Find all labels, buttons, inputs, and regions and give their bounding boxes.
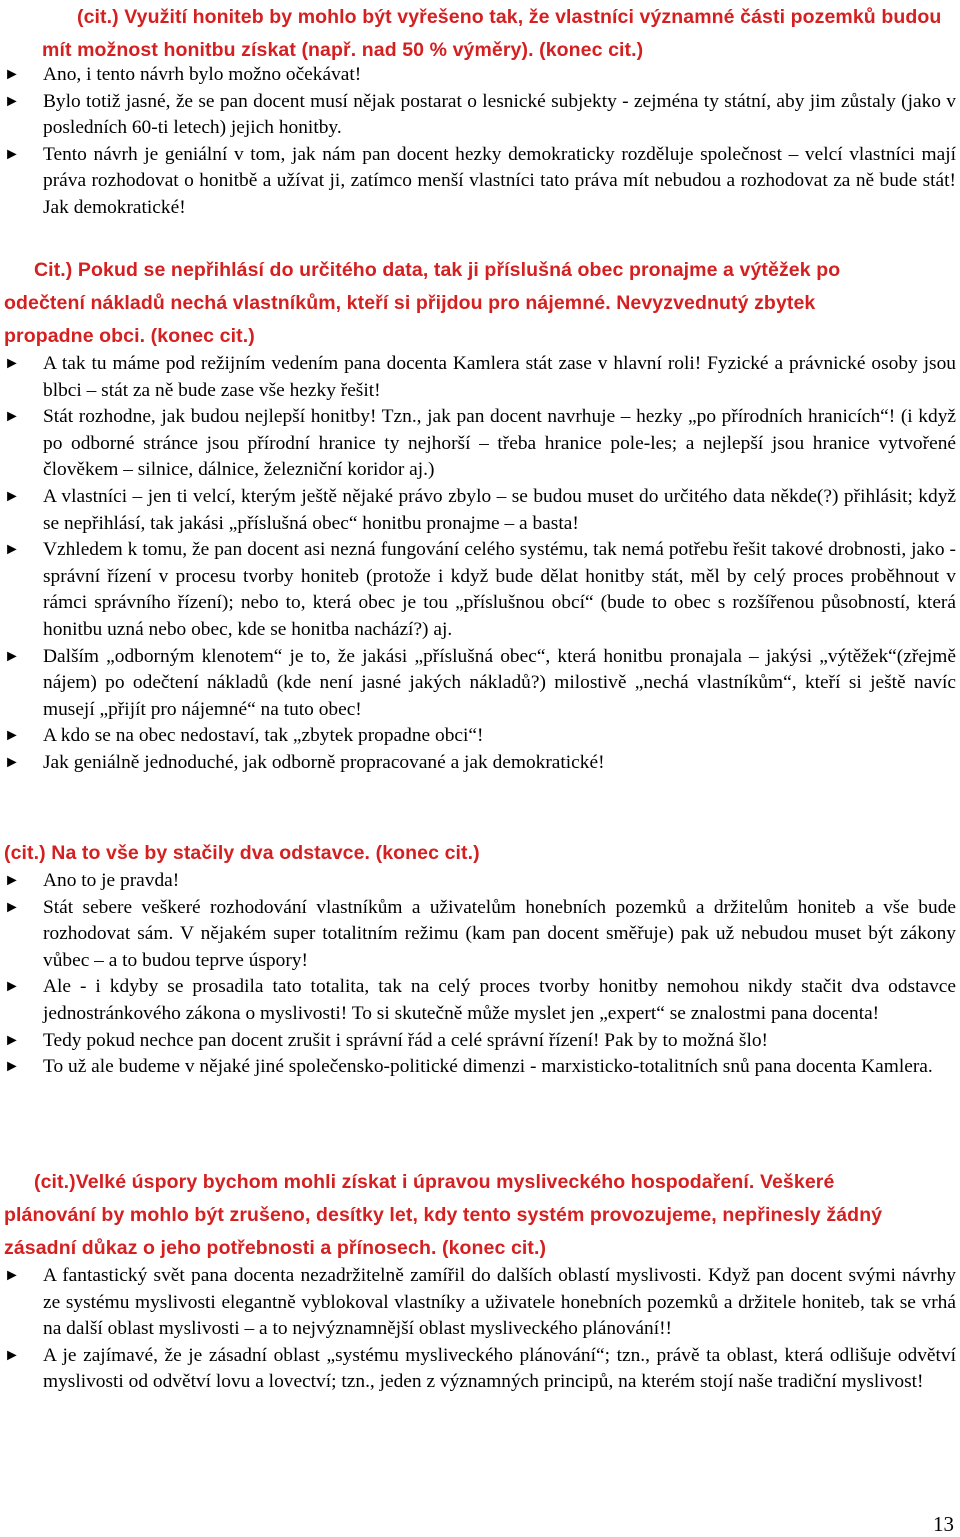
list-item-text: A tak tu máme pod režijním vedením pana docenta Kamlera stát zase v hlavní roli! Fyzické a právnické osoby jsou blbci – stát za ně bude zase vše hezky řešit! (43, 353, 956, 401)
quote-line: mít možnost honitbu získat (např. nad 50 % výměry). (konec cit.) (42, 39, 644, 61)
list-item-text: Tento návrh je geniální v tom, jak nám pan docent hezky demokraticky rozděluje společnost – velcí vlastníci mají práva rozhodovat o honitbě a užívat ji, zatímco menší vlastníci tato práva mít nebudou a rozhodovat za ně bude stát! Jak demokratické! (43, 143, 956, 218)
triangle-bullet-icon: ► (4, 145, 20, 163)
list-item (4, 484, 956, 537)
list-item (4, 868, 956, 895)
list-item (4, 974, 956, 1027)
list-item (4, 89, 956, 142)
triangle-bullet-icon: ► (4, 1031, 20, 1049)
triangle-bullet-icon: ► (4, 408, 20, 426)
list-item-text: Stát sebere veškeré rozhodování vlastníkům a uživatelům honebních pozemků a držitelům honiteb a vše bude rozhodovat sám. V nějakém super totalitním režimu (kam pan docent směřuje) pak už nebudou muset být zákony vůbec – a to budou teprve úspory! (43, 896, 956, 971)
list-item-text: A fantastický svět pana docenta nezadržitelně zamířil do dalších oblastí myslivosti. Když pan docent svými návrhy ze systému myslivosti elegantně vyblokoval vlastníky a uživatele honebních pozemků a držitele honiteb, tak se vrhá na další oblast myslivosti – a to nejvýznamnější oblast mysliveckého plánování!! (43, 1265, 956, 1340)
quote-block-3 (4, 837, 956, 870)
triangle-bullet-icon: ► (4, 487, 20, 505)
comment-list-3 (4, 868, 956, 1081)
comment-list-1 (4, 62, 956, 222)
quote-line: (cit.) Využití honiteb by mohlo být vyřešeno tak, že vlastníci významné části pozemků budou (77, 6, 942, 28)
list-item-text: Bylo totiž jasné, že se pan docent musí nějak postarat o lesnické subjekty - zejména ty státní, aby jim zůstaly (jako v posledních 60-ti letech) jejich honitby. (43, 90, 956, 139)
list-item-text: A kdo se na obec nedostaví, tak „zbytek propadne obci“! (43, 725, 484, 747)
list-item-text: Dalším „odborným klenotem“ je to, že jakási „příslušná obec“, která honitbu pronajala – jakýsi „výtěžek“(zřejmě nájem) po odečtení nákladů (kde není jasné jakých nákladů?) milostivě „nechá vlastníkům“, kteří si ještě navíc musejí „přijít pro nájemné“ na tuto obec! (43, 645, 956, 720)
list-item (4, 750, 956, 777)
list-item-text: Stát rozhodne, jak budou nejlepší honitby! Tzn., jak pan docent navrhuje – hezky „po přírodních hranicích“! (i když po odborné stránce jsou přírodní hranice ty nejhorší – třeba hranice pole-les; a nejlepší jsou hranice vytvořené člověkem – silnice, dálnice, železniční koridor aj.) (43, 406, 956, 481)
list-item (4, 1054, 956, 1081)
quote-line: (cit.) Na to vše by stačily dva odstavce. (konec cit.) (4, 842, 480, 864)
quote-line: Cit.) Pokud se nepřihlásí do určitého data, tak ji příslušná obec pronajme a výtěžek po (34, 259, 841, 281)
triangle-bullet-icon: ► (4, 872, 20, 889)
triangle-bullet-icon: ► (4, 1058, 20, 1076)
list-item-text: Ano to je pravda! (43, 870, 180, 891)
comment-list-2 (4, 351, 956, 777)
list-item (4, 62, 956, 89)
list-item-text: A je zajímavé, že je zásadní oblast „systému mysliveckého plánování“; tzn., právě ta oblast, která odlišuje odvětví myslivosti od odvětví lovu a lovectví; tzn., jeden z významných principů, na kterém stojí naše tradiční myslivost! (43, 1344, 956, 1393)
triangle-bullet-icon: ► (4, 898, 20, 916)
triangle-bullet-icon: ► (4, 92, 20, 110)
triangle-bullet-icon: ► (4, 647, 20, 665)
triangle-bullet-icon: ► (4, 1267, 20, 1284)
list-item-text: A vlastníci – jen ti velcí, kterým ještě nějaké právo zbylo – se budou muset do určitého data někde(?) přihlásit; když se nepřihlásí, tak jakási „příslušná obec“ honitbu pronajme – a basta! (43, 485, 956, 534)
list-item-text: To už ale budeme v nějaké jiné společensko-politické dimenzi - marxisticko-totalitních snů pana docenta Kamlera. (43, 1056, 933, 1078)
quote-line: odečtení nákladů nechá vlastníkům, kteří si přijdou pro nájemné. Nevyzvednutý zbytek (4, 292, 816, 314)
list-item (4, 644, 956, 724)
list-item-text: Tedy pokud nechce pan docent zrušit i správní řád a celé správní řízení! Pak by to možná šlo! (43, 1029, 769, 1051)
triangle-bullet-icon: ► (4, 355, 20, 372)
list-item (4, 1028, 956, 1055)
quote-line: plánování by mohlo být zrušeno, desítky let, kdy tento systém provozujeme, nepřinesly žádný (4, 1204, 883, 1226)
list-item (4, 142, 956, 222)
quote-line: zásadní důkaz o jeho potřebnosti a přínosech. (konec cit.) (4, 1237, 547, 1259)
quote-block-4 (4, 1166, 956, 1265)
triangle-bullet-icon: ► (4, 753, 20, 771)
list-item (4, 404, 956, 484)
page-number: 13 (933, 1512, 954, 1536)
list-item (4, 537, 956, 643)
quote-block-1 (4, 1, 956, 67)
list-item-text: Ano, i tento návrh bylo možno očekávat! (43, 64, 362, 85)
triangle-bullet-icon: ► (4, 978, 20, 996)
list-item (4, 895, 956, 975)
triangle-bullet-icon: ► (4, 1346, 20, 1364)
triangle-bullet-icon: ► (4, 541, 20, 559)
list-item-text: Ale - i kdyby se prosadila tato totalita, tak na celý proces tvorby honitby nemohou nikdy stačit dva odstavce jednostránkového zákona o myslivosti! To si skutečně může myslet jen „expert“ se znalostmi pana docenta! (43, 976, 956, 1024)
quote-line: propadne obci. (konec cit.) (4, 325, 255, 347)
list-item (4, 1343, 956, 1396)
quote-line: (cit.)Velké úspory bychom mohli získat i úpravou mysliveckého hospodaření. Veškeré (34, 1171, 835, 1193)
list-item-text: Vzhledem k tomu, že pan docent asi nezná fungování celého systému, tak nemá potřebu řešit takové drobnosti, jako - správní řízení v procesu tvorby honiteb (protože i když bude dělat honitby stát, měl by celý proces proběhnout v rámci správního řízení); nebo to, která obec je tou „příslušnou obcí“ (bude to obec s rozšířenou působností, která honitbu uzná nebo obec, kde se honitba nachází?) aj. (43, 539, 956, 640)
list-item (4, 351, 956, 404)
list-item (4, 723, 956, 750)
list-item-text: Jak geniálně jednoduché, jak odborně propracované a jak demokratické! (43, 751, 605, 773)
triangle-bullet-icon: ► (4, 727, 20, 745)
triangle-bullet-icon: ► (4, 66, 20, 83)
comment-list-4 (4, 1263, 956, 1396)
quote-block-2 (4, 254, 956, 353)
list-item (4, 1263, 956, 1343)
